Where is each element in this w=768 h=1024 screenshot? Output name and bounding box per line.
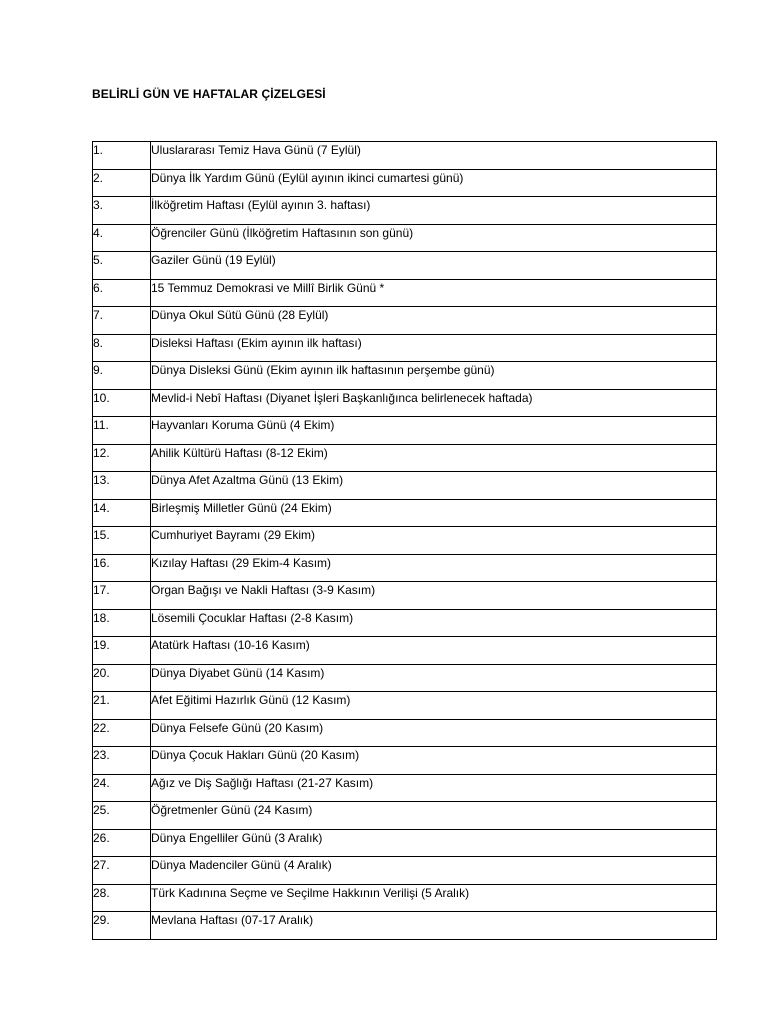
event-name: Dünya Afet Azaltma Günü (13 Ekim) <box>151 473 344 487</box>
table-row <box>93 912 717 940</box>
row-number-cell <box>93 527 151 555</box>
row-number: 10. <box>93 390 110 405</box>
table-row <box>93 472 717 500</box>
event-name: Gaziler Günü (19 Eylül) <box>151 253 276 267</box>
event-name: Kızılay Haftası (29 Ekim-4 Kasım) <box>151 555 332 570</box>
event-name: Ahilik Kültürü Haftası (8-12 Ekim) <box>151 445 328 460</box>
event-name: Mevlid-i Nebî Haftası (Diyanet İşleri Başkanlığınca belirlenecek haftada) <box>151 390 533 405</box>
event-name-cell <box>151 197 717 225</box>
event-name-cell <box>151 802 717 830</box>
event-name-cell <box>151 582 717 610</box>
table-row <box>93 224 717 252</box>
table-row <box>93 527 717 555</box>
row-number-cell <box>93 912 151 940</box>
row-number: 21. <box>93 693 110 707</box>
row-number-cell <box>93 609 151 637</box>
event-name: Cumhuriyet Bayramı (29 Ekim) <box>151 528 316 542</box>
event-name-cell <box>151 444 717 472</box>
event-name: Atatürk Haftası (10-16 Kasım) <box>151 638 310 652</box>
event-name-cell <box>151 307 717 335</box>
event-name: Dünya Diyabet Günü (14 Kasım) <box>151 665 325 680</box>
row-number: 11. <box>93 418 109 432</box>
row-number-cell <box>93 664 151 692</box>
row-number: 25. <box>93 803 110 817</box>
event-name: Öğrenciler Günü (İlköğretim Haftasının son günü) <box>151 225 414 240</box>
events-table <box>92 141 717 940</box>
table-row <box>93 609 717 637</box>
event-name-cell <box>151 142 717 170</box>
row-number: 13. <box>93 473 110 487</box>
row-number: 24. <box>93 775 110 790</box>
row-number: 4. <box>93 225 104 240</box>
event-name: Dünya Felsefe Günü (20 Kasım) <box>151 720 324 735</box>
table-row <box>93 362 717 390</box>
row-number-cell <box>93 774 151 802</box>
row-number: 3. <box>93 198 104 212</box>
row-number: 9. <box>93 363 104 377</box>
event-name-cell <box>151 829 717 857</box>
row-number-cell <box>93 747 151 775</box>
row-number: 14. <box>93 500 110 515</box>
event-name-cell <box>151 719 717 747</box>
row-number: 16. <box>93 555 110 570</box>
row-number-cell <box>93 307 151 335</box>
table-row <box>93 829 717 857</box>
row-number: 28. <box>93 885 110 900</box>
document-title: BELİRLİ GÜN VE HAFTALAR ÇİZELGESİ <box>92 87 326 101</box>
row-number-cell <box>93 582 151 610</box>
table-row <box>93 664 717 692</box>
row-number: 22. <box>93 720 110 735</box>
row-number: 29. <box>93 913 110 927</box>
row-number-cell <box>93 334 151 362</box>
row-number: 1. <box>93 143 104 157</box>
row-number: 23. <box>93 748 110 762</box>
event-name-cell <box>151 774 717 802</box>
table-row <box>93 554 717 582</box>
row-number-cell <box>93 224 151 252</box>
row-number: 5. <box>93 253 104 267</box>
table-row <box>93 499 717 527</box>
event-name-cell <box>151 527 717 555</box>
event-name: Disleksi Haftası (Ekim ayının ilk haftası) <box>151 335 362 350</box>
event-name-cell <box>151 609 717 637</box>
event-name-cell <box>151 224 717 252</box>
event-name: 15 Temmuz Demokrasi ve Millî Birlik Günü * <box>151 280 385 295</box>
table-row <box>93 307 717 335</box>
row-number-cell <box>93 554 151 582</box>
table-row <box>93 802 717 830</box>
row-number: 27. <box>93 858 110 872</box>
event-name: Dünya Disleksi Günü (Ekim ayının ilk haftasının perşembe günü) <box>151 363 495 377</box>
event-name-cell <box>151 664 717 692</box>
table-row <box>93 142 717 170</box>
row-number-cell <box>93 252 151 280</box>
row-number: 15. <box>93 528 110 542</box>
event-name-cell <box>151 472 717 500</box>
event-name: Ağız ve Diş Sağlığı Haftası (21-27 Kasım) <box>151 775 374 790</box>
row-number: 17. <box>93 583 110 597</box>
table-row <box>93 582 717 610</box>
row-number: 2. <box>93 170 104 185</box>
row-number-cell <box>93 197 151 225</box>
row-number: 8. <box>93 335 104 350</box>
table-row <box>93 857 717 885</box>
row-number-cell <box>93 142 151 170</box>
event-name-cell <box>151 362 717 390</box>
row-number: 20. <box>93 665 110 680</box>
table-row <box>93 774 717 802</box>
table-row <box>93 747 717 775</box>
table-row <box>93 417 717 445</box>
row-number: 26. <box>93 830 110 845</box>
row-number-cell <box>93 169 151 197</box>
table-row <box>93 719 717 747</box>
event-name: Afet Eğitimi Hazırlık Günü (12 Kasım) <box>151 693 351 707</box>
row-number: 12. <box>93 445 110 460</box>
table-row <box>93 389 717 417</box>
event-name: Dünya Okul Sütü Günü (28 Eylül) <box>151 308 329 322</box>
row-number-cell <box>93 719 151 747</box>
row-number-cell <box>93 637 151 665</box>
table-row <box>93 334 717 362</box>
row-number-cell <box>93 417 151 445</box>
event-name-cell <box>151 912 717 940</box>
row-number-cell <box>93 692 151 720</box>
row-number-cell <box>93 444 151 472</box>
row-number: 6. <box>93 280 104 295</box>
row-number-cell <box>93 802 151 830</box>
table-row <box>93 279 717 307</box>
event-name-cell <box>151 499 717 527</box>
event-name: Mevlana Haftası (07-17 Aralık) <box>151 913 314 927</box>
event-name-cell <box>151 692 717 720</box>
event-name-cell <box>151 334 717 362</box>
event-name: Dünya Çocuk Hakları Günü (20 Kasım) <box>151 748 360 762</box>
event-name: Dünya İlk Yardım Günü (Eylül ayının ikinci cumartesi günü) <box>151 170 464 185</box>
event-name: Öğretmenler Günü (24 Kasım) <box>151 803 313 817</box>
row-number-cell <box>93 884 151 912</box>
event-name: Lösemili Çocuklar Haftası (2-8 Kasım) <box>151 610 354 625</box>
row-number-cell <box>93 499 151 527</box>
event-name-cell <box>151 417 717 445</box>
event-name-cell <box>151 554 717 582</box>
row-number-cell <box>93 362 151 390</box>
table-row <box>93 252 717 280</box>
table-row <box>93 169 717 197</box>
row-number: 18. <box>93 610 110 625</box>
table-row <box>93 197 717 225</box>
event-name: İlköğretim Haftası (Eylül ayının 3. haftası) <box>151 198 371 212</box>
table-row <box>93 444 717 472</box>
table-row <box>93 884 717 912</box>
row-number: 19. <box>93 638 110 652</box>
events-table-body <box>93 142 717 940</box>
row-number: 7. <box>93 308 104 322</box>
event-name-cell <box>151 637 717 665</box>
event-name: Dünya Madenciler Günü (4 Aralık) <box>151 858 332 872</box>
event-name-cell <box>151 252 717 280</box>
row-number-cell <box>93 279 151 307</box>
event-name-cell <box>151 169 717 197</box>
event-name-cell <box>151 857 717 885</box>
event-name: Organ Bağışı ve Nakli Haftası (3-9 Kasım) <box>151 583 376 597</box>
event-name: Türk Kadınına Seçme ve Seçilme Hakkının Verilişi (5 Aralık) <box>151 885 470 900</box>
event-name: Hayvanları Koruma Günü (4 Ekim) <box>151 418 335 432</box>
table-row <box>93 692 717 720</box>
event-name: Uluslararası Temiz Hava Günü (7 Eylül) <box>151 143 361 157</box>
event-name-cell <box>151 884 717 912</box>
row-number-cell <box>93 829 151 857</box>
row-number-cell <box>93 389 151 417</box>
event-name-cell <box>151 279 717 307</box>
table-row <box>93 637 717 665</box>
row-number-cell <box>93 472 151 500</box>
event-name-cell <box>151 389 717 417</box>
row-number-cell <box>93 857 151 885</box>
event-name: Birleşmiş Milletler Günü (24 Ekim) <box>151 500 332 515</box>
event-name: Dünya Engelliler Günü (3 Aralık) <box>151 830 323 845</box>
event-name-cell <box>151 747 717 775</box>
